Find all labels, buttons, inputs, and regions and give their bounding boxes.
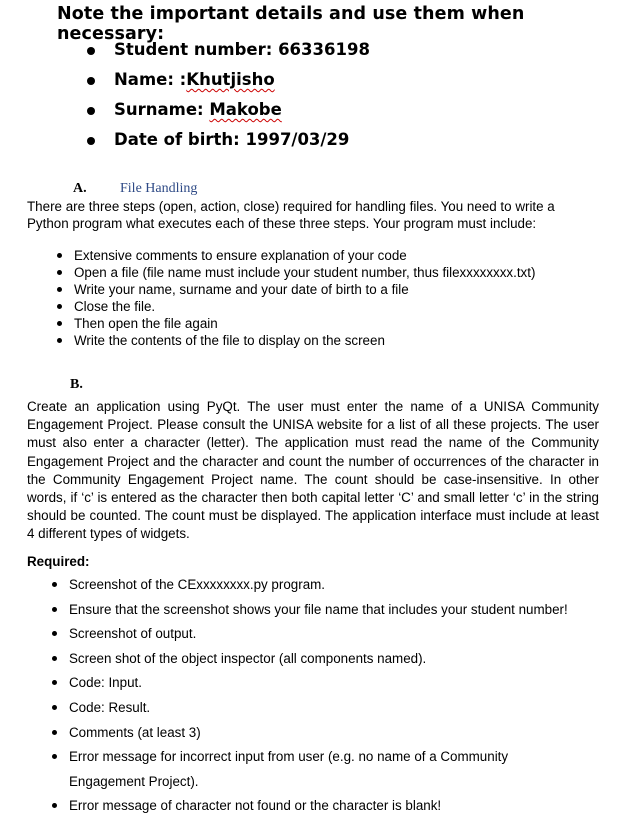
list-item: Ensure that the screenshot shows your file name that includes your student number! (69, 601, 568, 626)
list-item: Extensive comments to ensure explanation of your code (74, 247, 535, 264)
surname-label: Surname: (114, 100, 210, 119)
surname-item (114, 100, 534, 126)
bullet-icon (87, 47, 95, 55)
name-value: Khutjisho (186, 70, 275, 89)
name-item (114, 70, 534, 96)
required-heading: Required: (27, 554, 90, 569)
section-b-description: Create an application using PyQt. The user must enter the name of a UNISA Community Engagement Project. Please consult the UNISA website for a list of all these projects. The user must also enter a character (letter). The application must read the name of the Community Engagement Project and the character and count the number of occurrences of the character in the Community Engagement Project name. The count should be case-insensitive. In other words, if ‘c’ is entered as the character then both capital letter ‘C’ and small letter ‘c’ in the string should be counted. The count must be displayed. The application interface must include at least 4 different types of widgets. (27, 399, 599, 542)
surname-value: Makobe (209, 100, 282, 119)
list-item: Code: Result. (69, 699, 568, 724)
list-item: Screenshot of output. (69, 625, 568, 650)
list-item: Open a file (file name must include your student number, thus filexxxxxxxx.txt) (74, 265, 536, 280)
list-item: Code: Input. (69, 674, 568, 699)
list-item: Write your name, surname and your date of birth to a file (74, 281, 535, 298)
section-a-title: File Handling (120, 181, 198, 196)
date-of-birth-value: 1997/03/29 (245, 130, 350, 149)
required-items-list (69, 576, 568, 822)
list-item-continuation: Engagement Project). (69, 773, 199, 789)
list-item: Close the file. (74, 298, 535, 315)
list-item: Comments (at least 3) (69, 724, 568, 749)
student-number-value: 66336198 (278, 40, 370, 59)
list-item: Screen shot of the object inspector (all components named). (69, 650, 568, 675)
student-number-label: Student number: (114, 40, 279, 59)
list-item: Error message for incorrect input from user (e.g. no name of a Community (69, 748, 568, 773)
name-label: Name: : (114, 70, 187, 89)
section-a-letter: A. (73, 181, 87, 196)
section-b-letter: B. (70, 377, 83, 392)
section-a-requirements-list (74, 247, 535, 349)
bullet-icon (87, 137, 95, 145)
list-item: Screenshot of the CExxxxxxxx.py program. (69, 576, 568, 601)
bullet-icon (87, 107, 95, 115)
list-item: Write the contents of the file to display on the screen (74, 332, 535, 349)
date-of-birth-label: Date of birth: (114, 130, 246, 149)
date-of-birth-item (114, 130, 534, 156)
note-heading: Note the important details and use them when necessary: (57, 4, 525, 44)
bullet-icon (87, 77, 95, 85)
section-a-intro: There are three steps (open, action, close) required for handling files. You need to write a Python program what executes each of these three steps. Your program must include: (27, 199, 555, 231)
student-number-item (114, 40, 534, 66)
list-item: Error message of character not found or the character is blank! (69, 797, 568, 822)
list-item: Then open the file again (74, 315, 535, 332)
